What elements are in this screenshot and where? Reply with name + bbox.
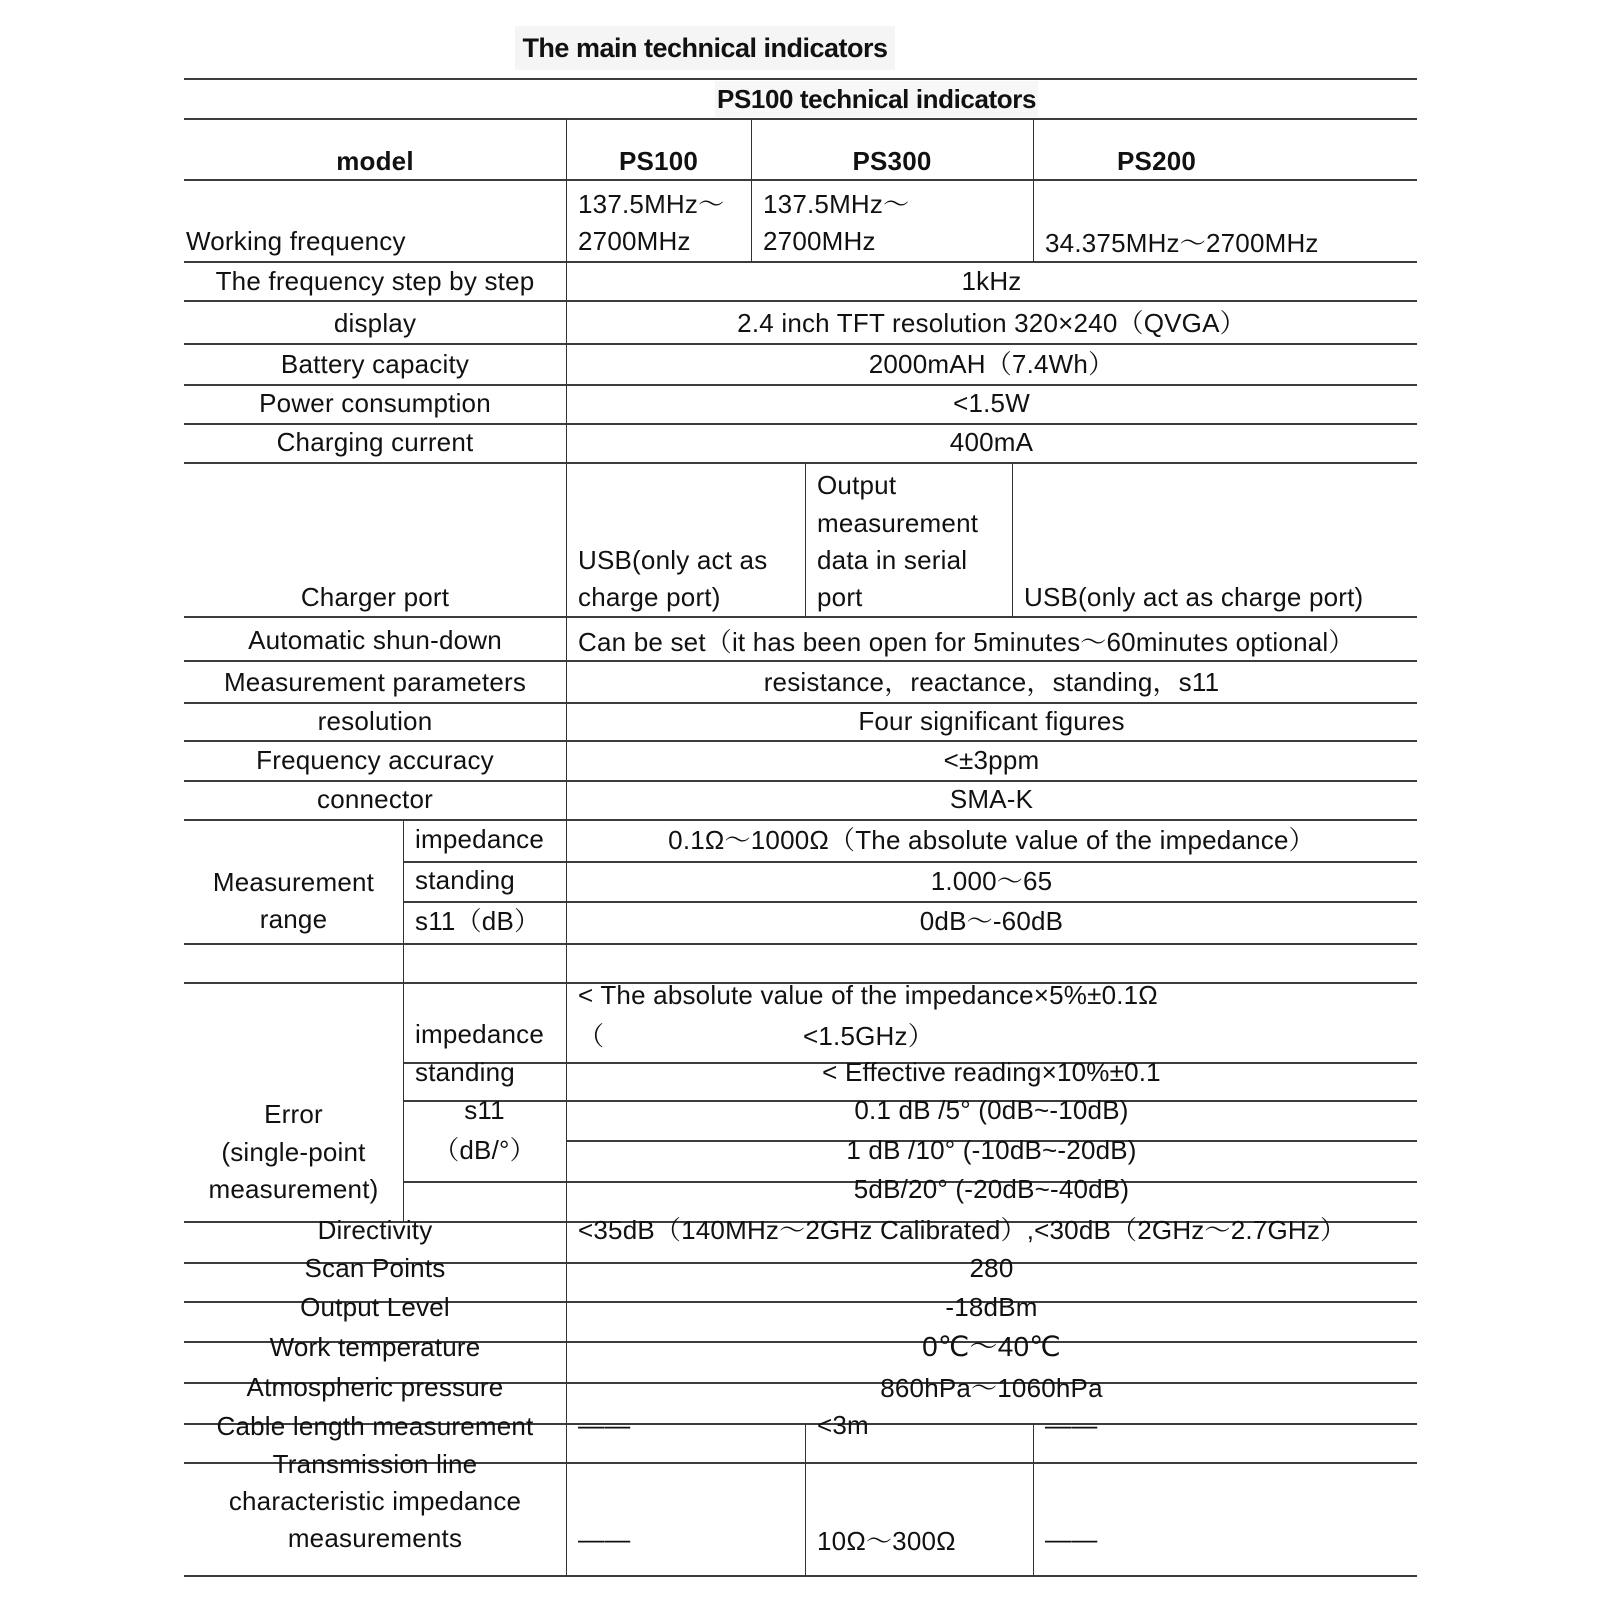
row-value: resistance，reactance，standing，s11	[763, 667, 1220, 697]
row-label: Automatic shun-down	[248, 625, 502, 655]
value-standing: < Effective reading×10%±0.1	[822, 1057, 1161, 1087]
row-label: Atmospheric pressure	[246, 1372, 504, 1402]
row-value: Four significant figures	[858, 706, 1125, 736]
sub-label-impedance: impedance	[415, 824, 544, 854]
row-value: 0℃～40℃	[922, 1331, 1061, 1362]
value-impedance: <1.5GHz）	[803, 1021, 934, 1051]
group-label: measurement)	[208, 1174, 379, 1204]
document-title: The main technical indicators	[515, 26, 895, 70]
row-label: Cable length measurement	[216, 1411, 534, 1441]
table-caption: PS100 technical indicators	[715, 81, 1038, 117]
row-label: Transmission line	[272, 1449, 478, 1479]
cell-ps100: 137.5MHz～	[578, 189, 725, 219]
row-label: Work temperature	[269, 1332, 481, 1362]
row-label: Output Level	[300, 1292, 450, 1322]
cell-ps300: data in serial	[817, 545, 968, 575]
row-label: The frequency step by step	[215, 266, 535, 296]
row-value: 2.4 inch TFT resolution 320×240（QVGA）	[737, 308, 1246, 338]
value-impedance: 0.1Ω～1000Ω（The absolute value of the impedance）	[668, 825, 1315, 855]
model-label: model	[336, 146, 414, 176]
row-value: 280	[969, 1253, 1014, 1283]
row-label: Charging current	[276, 427, 474, 457]
cell-ps200: 34.375MHz～2700MHz	[1045, 228, 1319, 258]
row-value: 400mA	[949, 427, 1034, 457]
value-s11: 0dB～-60dB	[919, 906, 1064, 936]
sub-label-standing: standing	[415, 865, 515, 895]
row-value: SMA-K	[949, 784, 1034, 814]
row-value: Can be set（it has been open for 5minutes～60minutes optional）	[578, 627, 1355, 657]
row-value: <35dB（140MHz～2GHz Calibrated）,<30dB（2GHz～2.7GHz）	[578, 1215, 1347, 1245]
cell-ps300: Output	[817, 470, 897, 500]
row-value: 2000mAH（7.4Wh）	[868, 349, 1115, 379]
sub-label-standing: standing	[415, 1057, 515, 1087]
value-s11-1: 0.1 dB /5° (0dB~-10dB)	[854, 1095, 1129, 1125]
cell-ps200: ——	[1045, 1524, 1098, 1554]
value-s11-2: 1 dB /10° (-10dB~-20dB)	[846, 1135, 1137, 1165]
cell-ps300: port	[817, 582, 863, 612]
cell-ps100: USB(only act as	[578, 545, 768, 575]
cell-ps200: ——	[1045, 1410, 1098, 1440]
sub-label-impedance: impedance	[415, 1019, 544, 1049]
cell-ps300: <3m	[817, 1410, 869, 1440]
row-label: Directivity	[317, 1215, 433, 1245]
row-label: Measurement parameters	[223, 667, 527, 697]
value-impedance: （	[578, 1021, 605, 1051]
sub-label-s11-unit: （dB/°）	[433, 1135, 536, 1165]
cell-ps100: ——	[578, 1524, 631, 1554]
group-label: range	[259, 904, 328, 934]
sub-label-s11: s11（dB）	[415, 906, 541, 936]
row-label: resolution	[317, 706, 433, 736]
cell-ps100: 2700MHz	[578, 226, 691, 256]
row-label: Power consumption	[259, 388, 491, 418]
sub-label-s11: s11	[464, 1095, 505, 1125]
row-label: Frequency accuracy	[256, 745, 494, 775]
cell-ps100: charge port)	[578, 582, 721, 612]
row-label: Battery capacity	[280, 349, 470, 379]
value-s11-3: 5dB/20° (-20dB~-40dB)	[853, 1174, 1130, 1204]
value-standing: 1.000～65	[930, 866, 1053, 896]
model-ps100: PS100	[618, 146, 699, 176]
cell-ps300: measurement	[817, 508, 979, 538]
model-ps200: PS200	[1117, 146, 1197, 176]
row-value: -18dBm	[945, 1292, 1038, 1322]
cell-ps300: 2700MHz	[763, 226, 876, 256]
row-label: Scan Points	[304, 1253, 446, 1283]
cell-ps300: 10Ω～300Ω	[817, 1526, 956, 1556]
cell-ps300: 137.5MHz～	[763, 189, 910, 219]
group-label: Error	[264, 1099, 323, 1129]
row-label: display	[333, 308, 417, 338]
cell-ps200: USB(only act as charge port)	[1024, 582, 1364, 612]
row-label: connector	[317, 784, 433, 814]
value-impedance: < The absolute value of the impedance×5%±0.1Ω	[578, 980, 1158, 1010]
row-value: 1kHz	[961, 266, 1022, 296]
row-label: characteristic impedance	[228, 1486, 522, 1516]
model-ps300: PS300	[852, 146, 932, 176]
group-label: Measurement	[212, 867, 375, 897]
row-value: <±3ppm	[943, 745, 1040, 775]
cell-ps100: ——	[578, 1410, 631, 1440]
row-label: Charger port	[300, 582, 450, 612]
row-label: measurements	[287, 1523, 463, 1553]
row-label: Working frequency	[186, 226, 406, 256]
group-label: (single-point	[221, 1137, 366, 1167]
row-value: 860hPa～1060hPa	[880, 1373, 1103, 1403]
row-value: <1.5W	[953, 388, 1030, 418]
